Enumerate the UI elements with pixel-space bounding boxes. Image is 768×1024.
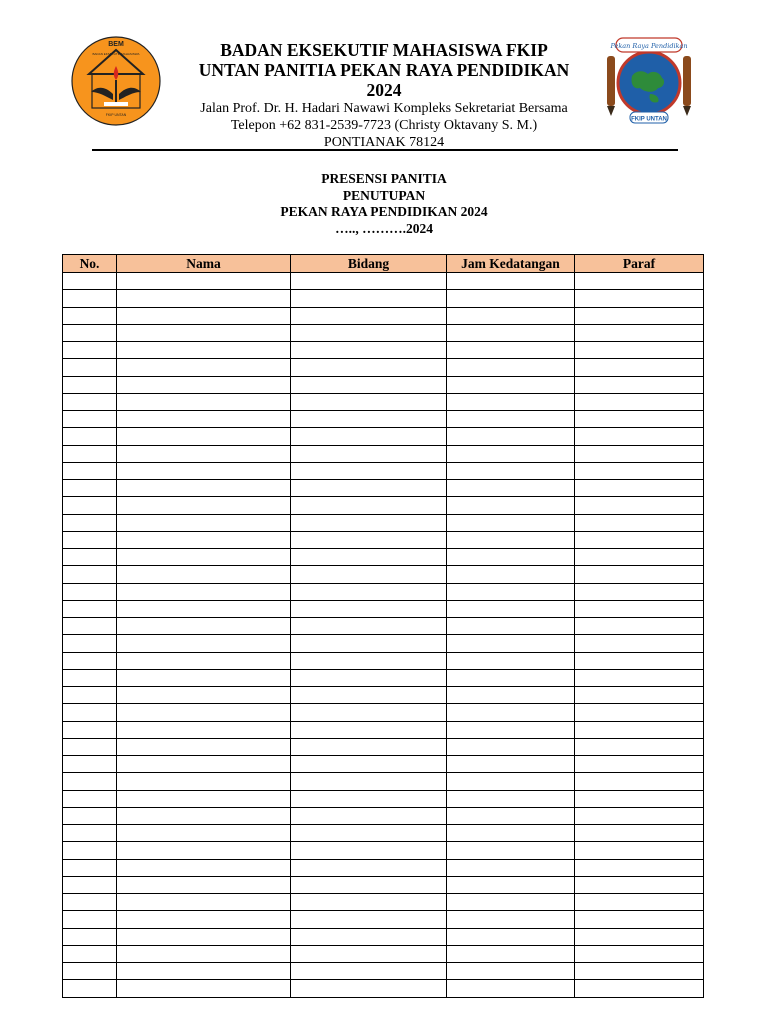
org-name-line3: 2024 xyxy=(366,80,402,100)
cell-paraf[interactable] xyxy=(575,980,704,997)
cell-paraf[interactable] xyxy=(575,497,704,514)
cell-nama[interactable] xyxy=(117,342,291,359)
table-row xyxy=(63,911,704,928)
cell-nama[interactable] xyxy=(117,738,291,755)
cell-paraf[interactable] xyxy=(575,859,704,876)
table-row xyxy=(63,669,704,686)
cell-paraf[interactable] xyxy=(575,669,704,686)
cell-nama[interactable] xyxy=(117,480,291,497)
cell-no[interactable] xyxy=(63,911,117,928)
cell-bidang[interactable] xyxy=(291,600,447,617)
cell-paraf[interactable] xyxy=(575,963,704,980)
cell-bidang[interactable] xyxy=(291,359,447,376)
table-row xyxy=(63,480,704,497)
cell-no[interactable] xyxy=(63,428,117,445)
cell-nama[interactable] xyxy=(117,928,291,945)
cell-jam-kedatangan[interactable] xyxy=(447,480,575,497)
cell-no[interactable] xyxy=(63,825,117,842)
table-row xyxy=(63,566,704,583)
cell-no[interactable] xyxy=(63,359,117,376)
cell-nama[interactable] xyxy=(117,618,291,635)
cell-jam-kedatangan[interactable] xyxy=(447,704,575,721)
cell-no[interactable] xyxy=(63,549,117,566)
cell-bidang[interactable] xyxy=(291,911,447,928)
cell-bidang[interactable] xyxy=(291,411,447,428)
cell-paraf[interactable] xyxy=(575,825,704,842)
cell-bidang[interactable] xyxy=(291,376,447,393)
cell-nama[interactable] xyxy=(117,790,291,807)
cell-jam-kedatangan[interactable] xyxy=(447,583,575,600)
cell-nama[interactable] xyxy=(117,549,291,566)
cell-no[interactable] xyxy=(63,618,117,635)
column-header-no: No. xyxy=(63,255,117,273)
cell-no[interactable] xyxy=(63,790,117,807)
cell-bidang[interactable] xyxy=(291,980,447,997)
cell-jam-kedatangan[interactable] xyxy=(447,411,575,428)
book-shape xyxy=(104,102,128,106)
cell-paraf[interactable] xyxy=(575,566,704,583)
cell-nama[interactable] xyxy=(117,652,291,669)
cell-nama[interactable] xyxy=(117,876,291,893)
cell-nama[interactable] xyxy=(117,756,291,773)
table-row xyxy=(63,273,704,290)
table-row xyxy=(63,342,704,359)
table-row xyxy=(63,807,704,824)
cell-jam-kedatangan[interactable] xyxy=(447,273,575,290)
cell-no[interactable] xyxy=(63,583,117,600)
cell-jam-kedatangan[interactable] xyxy=(447,652,575,669)
cell-bidang[interactable] xyxy=(291,497,447,514)
cell-bidang[interactable] xyxy=(291,583,447,600)
cell-no[interactable] xyxy=(63,497,117,514)
table-row xyxy=(63,428,704,445)
cell-nama[interactable] xyxy=(117,531,291,548)
cell-bidang[interactable] xyxy=(291,876,447,893)
cell-jam-kedatangan[interactable] xyxy=(447,911,575,928)
cell-jam-kedatangan[interactable] xyxy=(447,393,575,410)
table-row xyxy=(63,842,704,859)
table-row xyxy=(63,652,704,669)
cell-nama[interactable] xyxy=(117,445,291,462)
cell-nama[interactable] xyxy=(117,273,291,290)
table-row xyxy=(63,876,704,893)
letterhead-divider xyxy=(92,149,678,151)
table-row xyxy=(63,859,704,876)
cell-nama[interactable] xyxy=(117,635,291,652)
table-row xyxy=(63,600,704,617)
cell-nama[interactable] xyxy=(117,807,291,824)
cell-paraf[interactable] xyxy=(575,894,704,911)
cell-no[interactable] xyxy=(63,721,117,738)
table-row xyxy=(63,790,704,807)
cell-bidang[interactable] xyxy=(291,549,447,566)
cell-no[interactable] xyxy=(63,773,117,790)
table-row xyxy=(63,462,704,479)
cell-bidang[interactable] xyxy=(291,324,447,341)
cell-jam-kedatangan[interactable] xyxy=(447,807,575,824)
table-row xyxy=(63,514,704,531)
cell-no[interactable] xyxy=(63,531,117,548)
cell-paraf[interactable] xyxy=(575,393,704,410)
cell-jam-kedatangan[interactable] xyxy=(447,462,575,479)
cell-nama[interactable] xyxy=(117,393,291,410)
cell-no[interactable] xyxy=(63,928,117,945)
cell-no[interactable] xyxy=(63,945,117,962)
column-header-jam-kedatangan: Jam Kedatangan xyxy=(447,255,575,273)
cell-jam-kedatangan[interactable] xyxy=(447,825,575,842)
cell-no[interactable] xyxy=(63,462,117,479)
cell-paraf[interactable] xyxy=(575,462,704,479)
cell-paraf[interactable] xyxy=(575,635,704,652)
cell-paraf[interactable] xyxy=(575,411,704,428)
cell-paraf[interactable] xyxy=(575,704,704,721)
cell-no[interactable] xyxy=(63,393,117,410)
cell-jam-kedatangan[interactable] xyxy=(447,790,575,807)
cell-nama[interactable] xyxy=(117,842,291,859)
cell-jam-kedatangan[interactable] xyxy=(447,756,575,773)
cell-paraf[interactable] xyxy=(575,928,704,945)
cell-jam-kedatangan[interactable] xyxy=(447,600,575,617)
cell-jam-kedatangan[interactable] xyxy=(447,928,575,945)
cell-nama[interactable] xyxy=(117,980,291,997)
table-row xyxy=(63,290,704,307)
cell-paraf[interactable] xyxy=(575,721,704,738)
cell-paraf[interactable] xyxy=(575,790,704,807)
address-line3: PONTIANAK 78124 xyxy=(323,135,445,150)
cell-nama[interactable] xyxy=(117,721,291,738)
cell-no[interactable] xyxy=(63,756,117,773)
cell-bidang[interactable] xyxy=(291,721,447,738)
cell-bidang[interactable] xyxy=(291,480,447,497)
cell-nama[interactable] xyxy=(117,911,291,928)
cell-paraf[interactable] xyxy=(575,738,704,755)
cell-no[interactable] xyxy=(63,411,117,428)
table-row xyxy=(63,738,704,755)
table-header-row xyxy=(63,255,704,273)
cell-bidang[interactable] xyxy=(291,825,447,842)
cell-no[interactable] xyxy=(63,876,117,893)
cell-paraf[interactable] xyxy=(575,307,704,324)
cell-jam-kedatangan[interactable] xyxy=(447,738,575,755)
cell-jam-kedatangan[interactable] xyxy=(447,566,575,583)
table-row xyxy=(63,756,704,773)
cell-no[interactable] xyxy=(63,894,117,911)
cell-no[interactable] xyxy=(63,566,117,583)
cell-bidang[interactable] xyxy=(291,445,447,462)
pekan-raya-logo-bottom-text: FKIP UNTAN xyxy=(631,116,667,123)
table-row xyxy=(63,687,704,704)
pencil-left-tip-shape xyxy=(607,106,615,116)
cell-bidang[interactable] xyxy=(291,566,447,583)
cell-no[interactable] xyxy=(63,807,117,824)
cell-no[interactable] xyxy=(63,307,117,324)
cell-paraf[interactable] xyxy=(575,600,704,617)
cell-no[interactable] xyxy=(63,738,117,755)
table-body xyxy=(63,273,704,998)
cell-jam-kedatangan[interactable] xyxy=(447,290,575,307)
torch-shape xyxy=(115,80,117,104)
cell-no[interactable] xyxy=(63,635,117,652)
table-row xyxy=(63,307,704,324)
cell-jam-kedatangan[interactable] xyxy=(447,445,575,462)
cell-nama[interactable] xyxy=(117,566,291,583)
cell-bidang[interactable] xyxy=(291,531,447,548)
cell-bidang[interactable] xyxy=(291,635,447,652)
cell-no[interactable] xyxy=(63,514,117,531)
bem-logo xyxy=(69,36,163,126)
column-header-nama: Nama xyxy=(117,255,291,273)
cell-paraf[interactable] xyxy=(575,945,704,962)
cell-jam-kedatangan[interactable] xyxy=(447,945,575,962)
cell-nama[interactable] xyxy=(117,307,291,324)
cell-jam-kedatangan[interactable] xyxy=(447,531,575,548)
cell-nama[interactable] xyxy=(117,428,291,445)
cell-bidang[interactable] xyxy=(291,428,447,445)
table-row xyxy=(63,721,704,738)
table-row xyxy=(63,704,704,721)
cell-nama[interactable] xyxy=(117,945,291,962)
cell-no[interactable] xyxy=(63,273,117,290)
table-row xyxy=(63,497,704,514)
cell-paraf[interactable] xyxy=(575,773,704,790)
cell-no[interactable] xyxy=(63,342,117,359)
cell-paraf[interactable] xyxy=(575,756,704,773)
cell-no[interactable] xyxy=(63,842,117,859)
cell-paraf[interactable] xyxy=(575,652,704,669)
cell-jam-kedatangan[interactable] xyxy=(447,894,575,911)
cell-bidang[interactable] xyxy=(291,342,447,359)
cell-bidang[interactable] xyxy=(291,704,447,721)
org-name-line2: UNTAN PANITIA PEKAN RAYA PENDIDIKAN xyxy=(198,60,570,80)
cell-nama[interactable] xyxy=(117,376,291,393)
cell-jam-kedatangan[interactable] xyxy=(447,428,575,445)
table-row xyxy=(63,376,704,393)
cell-no[interactable] xyxy=(63,859,117,876)
bem-logo-bottom-text: FKIP UNTAN xyxy=(105,113,127,117)
table-row xyxy=(63,963,704,980)
cell-bidang[interactable] xyxy=(291,773,447,790)
cell-paraf[interactable] xyxy=(575,549,704,566)
cell-jam-kedatangan[interactable] xyxy=(447,859,575,876)
pencil-right-shape xyxy=(683,56,691,106)
cell-jam-kedatangan[interactable] xyxy=(447,324,575,341)
cell-no[interactable] xyxy=(63,324,117,341)
cell-paraf[interactable] xyxy=(575,290,704,307)
cell-jam-kedatangan[interactable] xyxy=(447,980,575,997)
pencil-right-tip-shape xyxy=(683,106,691,116)
cell-paraf[interactable] xyxy=(575,842,704,859)
cell-paraf[interactable] xyxy=(575,583,704,600)
cell-no[interactable] xyxy=(63,687,117,704)
cell-nama[interactable] xyxy=(117,669,291,686)
cell-bidang[interactable] xyxy=(291,790,447,807)
table-row xyxy=(63,928,704,945)
cell-jam-kedatangan[interactable] xyxy=(447,514,575,531)
cell-no[interactable] xyxy=(63,669,117,686)
cell-bidang[interactable] xyxy=(291,756,447,773)
table-row xyxy=(63,445,704,462)
cell-nama[interactable] xyxy=(117,290,291,307)
cell-nama[interactable] xyxy=(117,411,291,428)
cell-paraf[interactable] xyxy=(575,876,704,893)
cell-paraf[interactable] xyxy=(575,324,704,341)
table-row xyxy=(63,549,704,566)
table-row xyxy=(63,531,704,548)
cell-bidang[interactable] xyxy=(291,618,447,635)
cell-bidang[interactable] xyxy=(291,669,447,686)
cell-paraf[interactable] xyxy=(575,428,704,445)
cell-bidang[interactable] xyxy=(291,273,447,290)
cell-bidang[interactable] xyxy=(291,894,447,911)
cell-bidang[interactable] xyxy=(291,859,447,876)
cell-nama[interactable] xyxy=(117,462,291,479)
table-row xyxy=(63,324,704,341)
table-row xyxy=(63,411,704,428)
cell-jam-kedatangan[interactable] xyxy=(447,687,575,704)
table-row xyxy=(63,825,704,842)
cell-paraf[interactable] xyxy=(575,618,704,635)
cell-paraf[interactable] xyxy=(575,480,704,497)
cell-no[interactable] xyxy=(63,376,117,393)
cell-no[interactable] xyxy=(63,704,117,721)
cell-jam-kedatangan[interactable] xyxy=(447,376,575,393)
cell-no[interactable] xyxy=(63,652,117,669)
cell-nama[interactable] xyxy=(117,359,291,376)
bem-logo-subtext: BADAN EKSEKUTIF MAHASISWA xyxy=(92,52,140,56)
cell-jam-kedatangan[interactable] xyxy=(447,618,575,635)
cell-nama[interactable] xyxy=(117,583,291,600)
cell-paraf[interactable] xyxy=(575,342,704,359)
title-line1: PRESENSI PANITIA xyxy=(321,171,447,186)
cell-bidang[interactable] xyxy=(291,514,447,531)
cell-no[interactable] xyxy=(63,963,117,980)
table-row xyxy=(63,583,704,600)
cell-paraf[interactable] xyxy=(575,531,704,548)
cell-jam-kedatangan[interactable] xyxy=(447,963,575,980)
cell-jam-kedatangan[interactable] xyxy=(447,876,575,893)
document-title xyxy=(150,171,618,237)
cell-nama[interactable] xyxy=(117,324,291,341)
cell-no[interactable] xyxy=(63,980,117,997)
cell-nama[interactable] xyxy=(117,859,291,876)
cell-bidang[interactable] xyxy=(291,687,447,704)
attendance-table xyxy=(62,254,704,998)
title-line2: PENUTUPAN xyxy=(342,187,426,203)
address-line2: Telepon +62 831-2539-7723 (Christy Oktavany S. M.) xyxy=(230,118,538,133)
cell-bidang[interactable] xyxy=(291,738,447,755)
pencil-left-shape xyxy=(607,56,615,106)
cell-paraf[interactable] xyxy=(575,911,704,928)
table-row xyxy=(63,773,704,790)
cell-nama[interactable] xyxy=(117,963,291,980)
cell-jam-kedatangan[interactable] xyxy=(447,497,575,514)
date-line: ….., ……….2024 xyxy=(335,220,433,236)
cell-no[interactable] xyxy=(63,445,117,462)
title-line3: PEKAN RAYA PENDIDIKAN 2024 xyxy=(280,204,488,219)
cell-paraf[interactable] xyxy=(575,359,704,376)
table-row xyxy=(63,393,704,410)
org-name-line1: BADAN EKSEKUTIF MAHASISWA FKIP xyxy=(220,40,548,60)
cell-jam-kedatangan[interactable] xyxy=(447,842,575,859)
cell-paraf[interactable] xyxy=(575,807,704,824)
cell-nama[interactable] xyxy=(117,704,291,721)
cell-bidang[interactable] xyxy=(291,652,447,669)
cell-no[interactable] xyxy=(63,600,117,617)
cell-bidang[interactable] xyxy=(291,290,447,307)
address-line1: Jalan Prof. Dr. H. Hadari Nawawi Kompleks Sekretariat Bersama xyxy=(200,101,568,116)
cell-jam-kedatangan[interactable] xyxy=(447,359,575,376)
cell-paraf[interactable] xyxy=(575,687,704,704)
table-row xyxy=(63,635,704,652)
table-row xyxy=(63,618,704,635)
cell-jam-kedatangan[interactable] xyxy=(447,307,575,324)
cell-bidang[interactable] xyxy=(291,945,447,962)
cell-jam-kedatangan[interactable] xyxy=(447,342,575,359)
cell-no[interactable] xyxy=(63,290,117,307)
cell-jam-kedatangan[interactable] xyxy=(447,549,575,566)
cell-bidang[interactable] xyxy=(291,462,447,479)
cell-jam-kedatangan[interactable] xyxy=(447,635,575,652)
bem-logo-text: BEM xyxy=(108,41,124,48)
cell-nama[interactable] xyxy=(117,514,291,531)
table-row xyxy=(63,894,704,911)
cell-nama[interactable] xyxy=(117,825,291,842)
cell-jam-kedatangan[interactable] xyxy=(447,669,575,686)
table-row xyxy=(63,945,704,962)
cell-jam-kedatangan[interactable] xyxy=(447,773,575,790)
column-header-paraf: Paraf xyxy=(575,255,704,273)
letterhead xyxy=(170,40,598,151)
cell-jam-kedatangan[interactable] xyxy=(447,721,575,738)
cell-bidang[interactable] xyxy=(291,393,447,410)
pekan-raya-logo-text: Pekan Raya Pendidikan xyxy=(610,42,688,50)
cell-nama[interactable] xyxy=(117,894,291,911)
cell-bidang[interactable] xyxy=(291,807,447,824)
cell-bidang[interactable] xyxy=(291,928,447,945)
cell-nama[interactable] xyxy=(117,773,291,790)
cell-no[interactable] xyxy=(63,480,117,497)
cell-bidang[interactable] xyxy=(291,307,447,324)
cell-bidang[interactable] xyxy=(291,963,447,980)
table-row xyxy=(63,359,704,376)
cell-paraf[interactable] xyxy=(575,445,704,462)
cell-bidang[interactable] xyxy=(291,842,447,859)
cell-nama[interactable] xyxy=(117,687,291,704)
cell-paraf[interactable] xyxy=(575,514,704,531)
cell-nama[interactable] xyxy=(117,497,291,514)
pekan-raya-logo xyxy=(604,36,694,126)
cell-nama[interactable] xyxy=(117,600,291,617)
cell-paraf[interactable] xyxy=(575,376,704,393)
cell-paraf[interactable] xyxy=(575,273,704,290)
column-header-bidang: Bidang xyxy=(291,255,447,273)
table-row xyxy=(63,980,704,997)
